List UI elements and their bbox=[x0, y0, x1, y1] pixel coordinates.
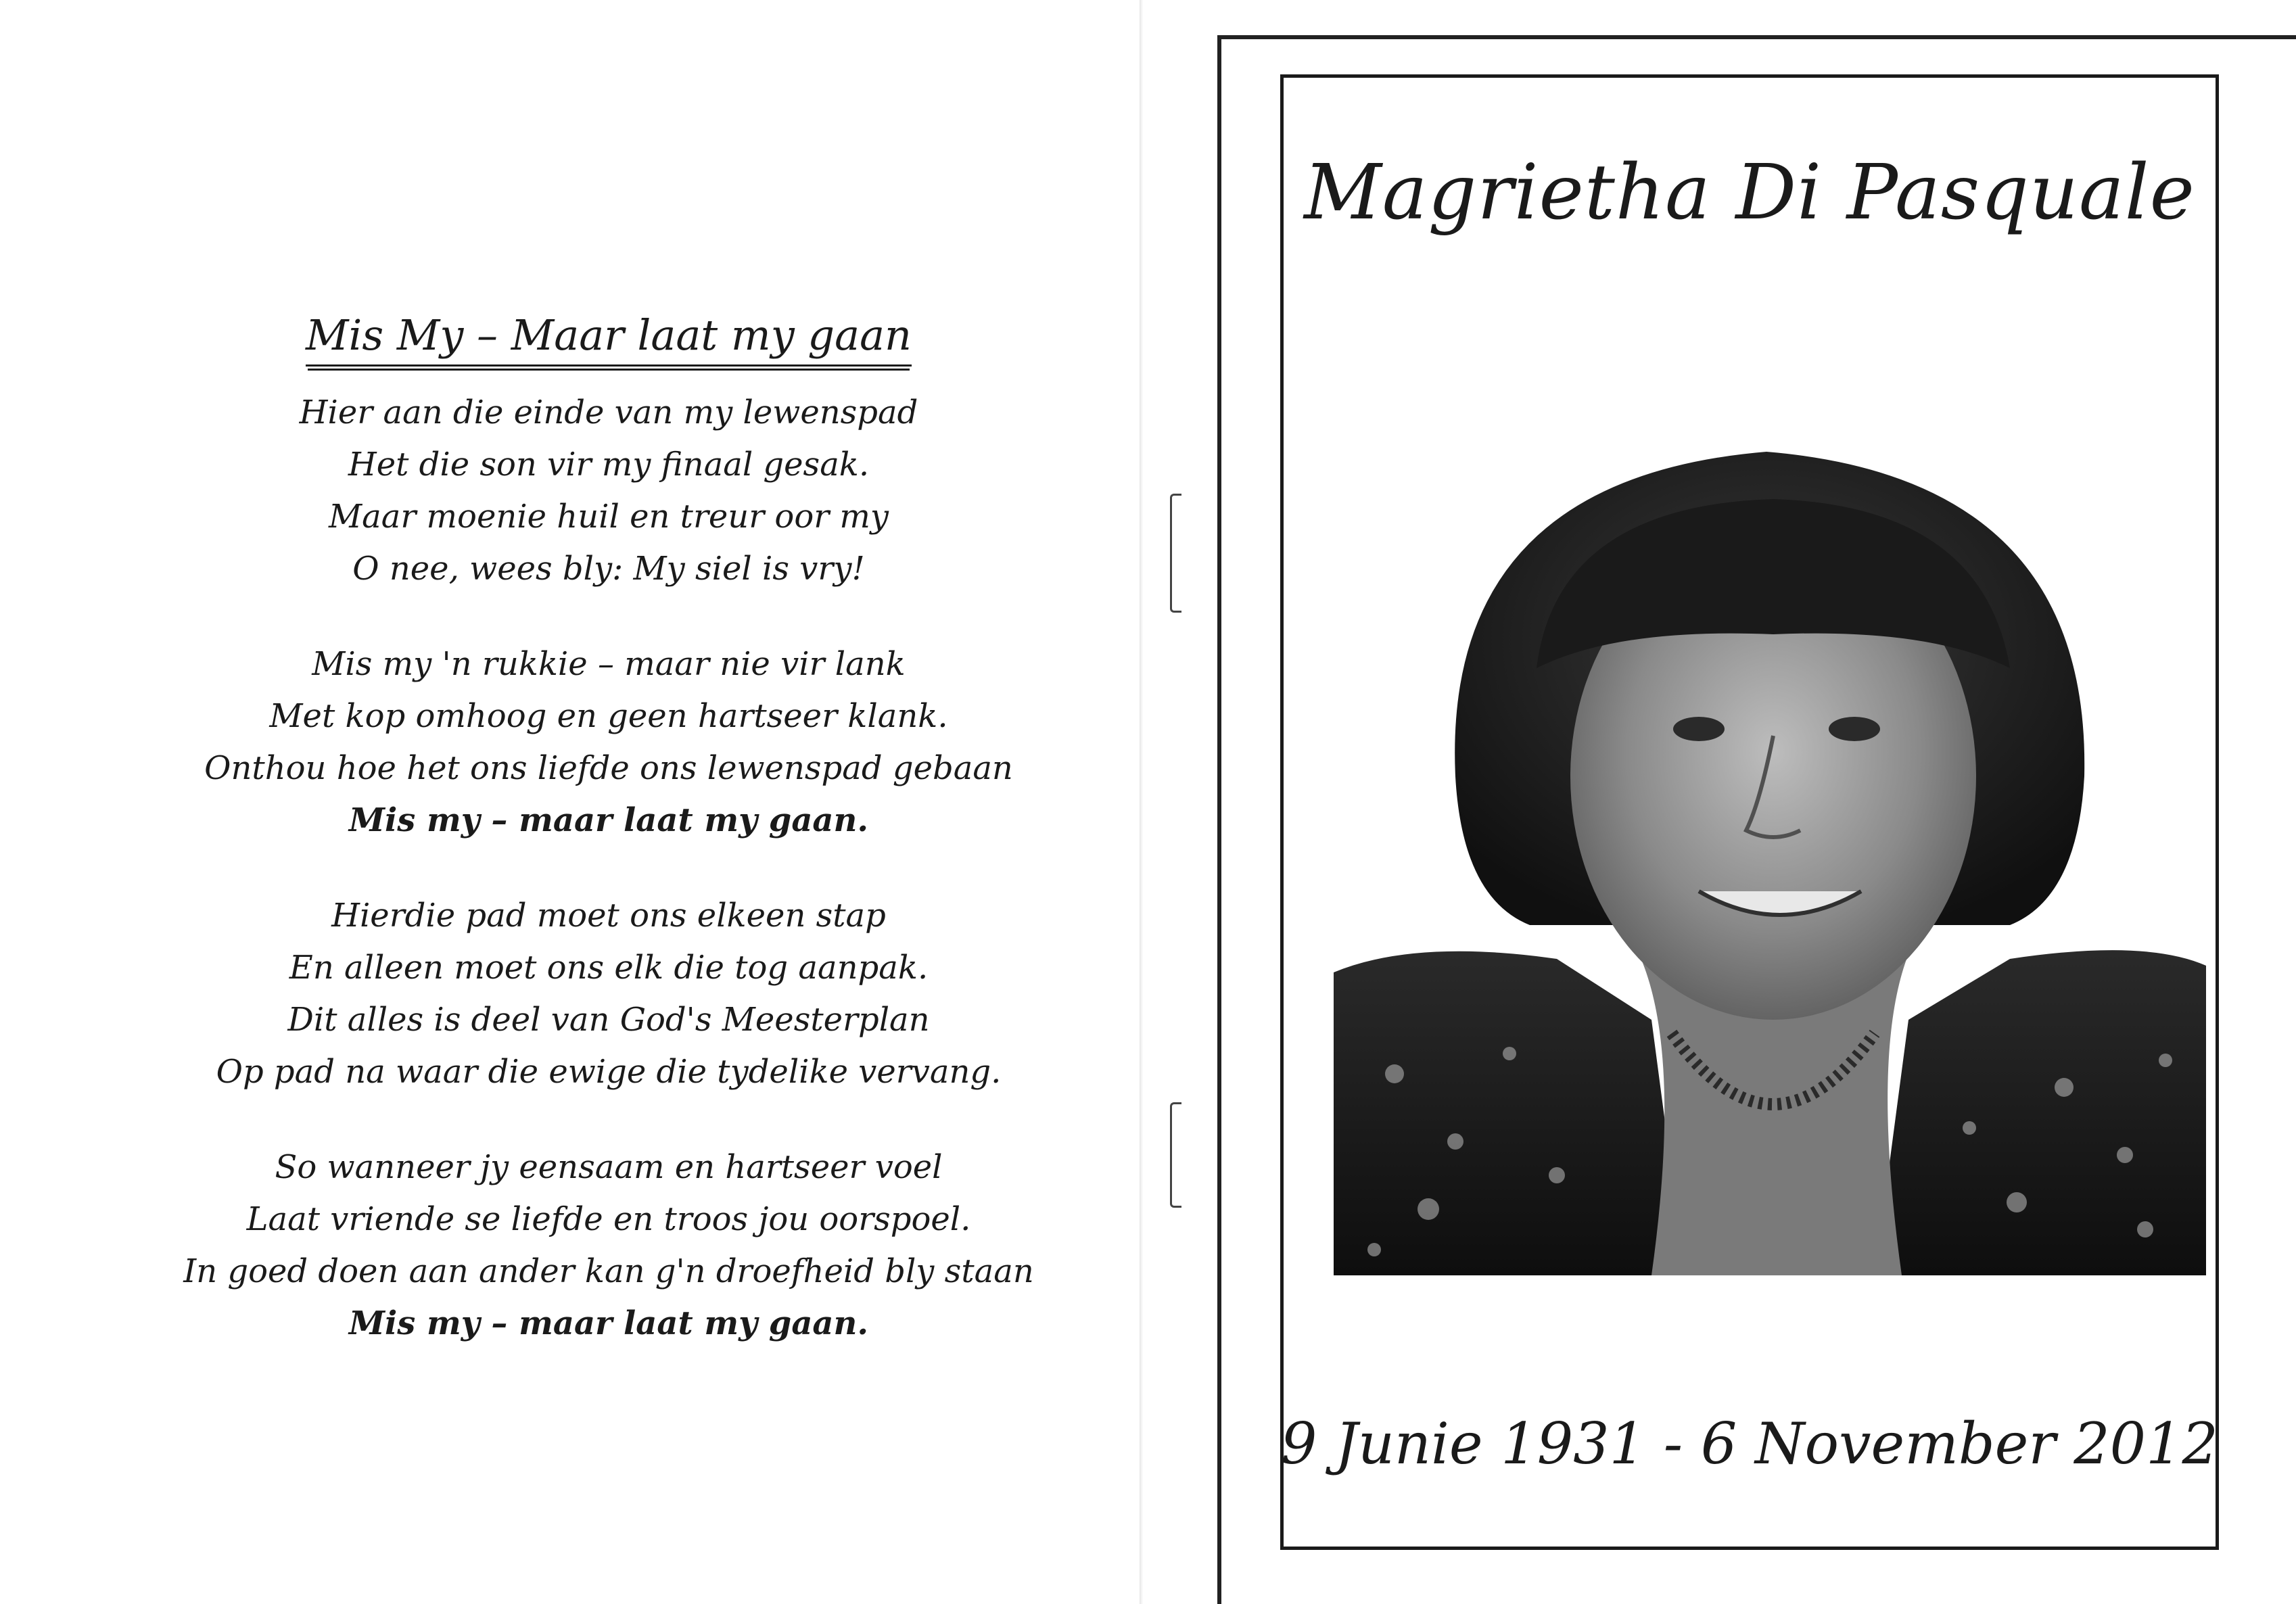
life-dates: 9 Junie 1931 - 6 November 2012 bbox=[1281, 1411, 2218, 1477]
poem-line: Laat vriende se liefde en troos jou oorspoel. bbox=[246, 1200, 971, 1238]
staple bbox=[1170, 1102, 1181, 1208]
stanza-1 bbox=[162, 387, 1055, 595]
poem-line: So wanneer jy eensaam en hartseer voel bbox=[275, 1148, 943, 1186]
poem-title: Mis My – Maar laat my gaan bbox=[306, 308, 912, 367]
poem-refrain: Mis my – maar laat my gaan. bbox=[348, 801, 869, 839]
poem-line: Hierdie pad moet ons elkeen stap bbox=[331, 897, 886, 935]
poem-line: Maar moenie huil en treur oor my bbox=[328, 498, 889, 536]
clothing bbox=[1875, 950, 2206, 1275]
poem-refrain: Mis my – maar laat my gaan. bbox=[348, 1304, 869, 1342]
portrait-photo bbox=[1334, 425, 2206, 1275]
staple bbox=[1170, 494, 1181, 613]
stanza-3 bbox=[162, 890, 1055, 1098]
poem-line: Onthou hoe het ons liefde ons lewenspad gebaan bbox=[204, 749, 1013, 787]
poem-line: In goed doen aan ander kan g'n droefheid bly staan bbox=[183, 1252, 1034, 1290]
poem-line: Met kop omhoog en geen hartseer klank. bbox=[269, 697, 948, 735]
poem-line: Op pad na waar die ewige die tydelike vervang. bbox=[216, 1053, 1002, 1091]
deceased-name: Magrietha Di Pasquale bbox=[1304, 149, 2195, 237]
poem-line: En alleen moet ons elk die tog aanpak. bbox=[289, 949, 929, 987]
clothing bbox=[1334, 951, 1685, 1275]
stanza-2 bbox=[162, 638, 1055, 847]
poem-line: Het die son vir my finaal gesak. bbox=[348, 446, 870, 483]
poem bbox=[162, 308, 1055, 1393]
page-fold bbox=[1140, 0, 1144, 1604]
poem-line: Hier aan die einde van my lewenspad bbox=[299, 394, 918, 431]
poem-line: Dit alles is deel van God's Meesterplan bbox=[287, 1001, 930, 1039]
stanza-4 bbox=[162, 1141, 1055, 1350]
left-page bbox=[0, 0, 1140, 1604]
poem-line: O nee, wees bly: My siel is vry! bbox=[352, 550, 865, 588]
poem-line: Mis my 'n rukkie – maar nie vir lank bbox=[312, 645, 906, 683]
